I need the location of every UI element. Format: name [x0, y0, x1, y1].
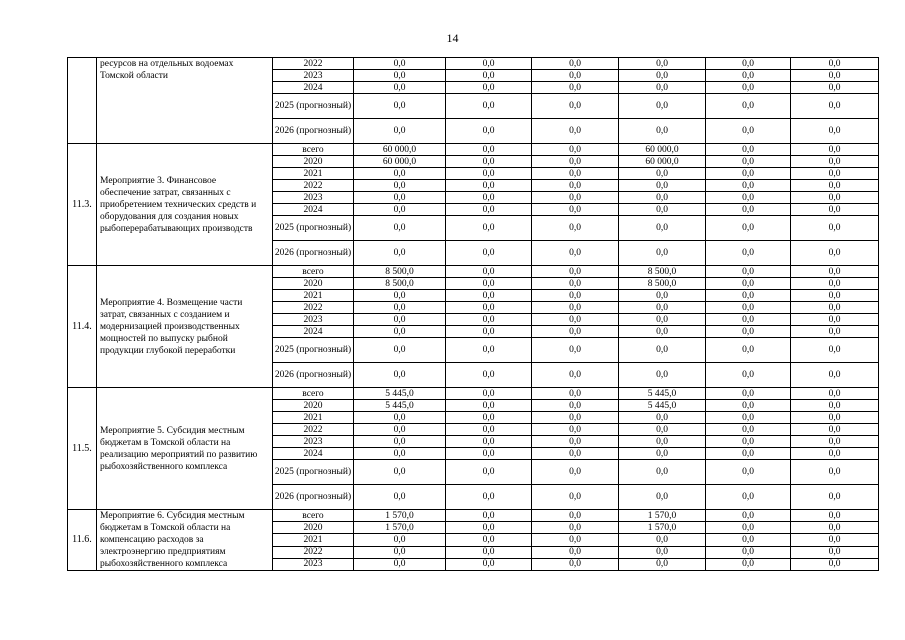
- value-cell: 0,0: [446, 546, 532, 558]
- value-cell: 0,0: [791, 510, 879, 522]
- value-cell: 0,0: [706, 326, 791, 338]
- value-cell: 0,0: [791, 460, 879, 485]
- year-cell: 2024: [273, 448, 354, 460]
- value-cell: 0,0: [619, 168, 706, 180]
- value-cell: 0,0: [532, 363, 619, 388]
- value-cell: 0,0: [619, 448, 706, 460]
- year-cell: 2026 (прогнозный): [273, 363, 354, 388]
- value-cell: 0,0: [446, 266, 532, 278]
- value-cell: 0,0: [446, 460, 532, 485]
- value-cell: 0,0: [706, 241, 791, 266]
- value-cell: 0,0: [446, 522, 532, 534]
- value-cell: 0,0: [791, 302, 879, 314]
- value-cell: 5 445,0: [619, 388, 706, 400]
- year-cell: 2024: [273, 204, 354, 216]
- value-cell: 0,0: [354, 448, 446, 460]
- budget-table: [67, 57, 879, 571]
- value-cell: 0,0: [706, 424, 791, 436]
- year-cell: 2025 (прогнозный): [273, 338, 354, 363]
- value-cell: 60 000,0: [354, 144, 446, 156]
- value-cell: 0,0: [446, 326, 532, 338]
- value-cell: 0,0: [619, 338, 706, 363]
- value-cell: 0,0: [354, 534, 446, 546]
- value-cell: 0,0: [446, 58, 532, 70]
- value-cell: 0,0: [706, 58, 791, 70]
- year-cell: всего: [273, 510, 354, 522]
- value-cell: 0,0: [619, 70, 706, 82]
- value-cell: 0,0: [446, 82, 532, 94]
- year-cell: 2022: [273, 546, 354, 558]
- value-cell: 0,0: [354, 180, 446, 192]
- year-cell: всего: [273, 144, 354, 156]
- value-cell: 0,0: [619, 192, 706, 204]
- value-cell: 0,0: [532, 338, 619, 363]
- value-cell: 0,0: [791, 400, 879, 412]
- value-cell: 0,0: [354, 216, 446, 241]
- page-number: 14: [446, 31, 459, 45]
- value-cell: 0,0: [446, 119, 532, 144]
- value-cell: 0,0: [532, 180, 619, 192]
- value-cell: 1 570,0: [619, 510, 706, 522]
- value-cell: 0,0: [446, 338, 532, 363]
- value-cell: 0,0: [532, 460, 619, 485]
- value-cell: 0,0: [532, 82, 619, 94]
- value-cell: 0,0: [619, 314, 706, 326]
- value-cell: 0,0: [446, 412, 532, 424]
- value-cell: 5 445,0: [354, 400, 446, 412]
- value-cell: 0,0: [791, 94, 879, 119]
- value-cell: 0,0: [446, 204, 532, 216]
- value-cell: 0,0: [791, 363, 879, 388]
- value-cell: 0,0: [619, 204, 706, 216]
- value-cell: 0,0: [791, 266, 879, 278]
- value-cell: 0,0: [706, 534, 791, 546]
- value-cell: 0,0: [706, 460, 791, 485]
- value-cell: 8 500,0: [354, 266, 446, 278]
- year-cell: всего: [273, 266, 354, 278]
- value-cell: 0,0: [706, 70, 791, 82]
- value-cell: 8 500,0: [619, 278, 706, 290]
- value-cell: 0,0: [446, 388, 532, 400]
- year-cell: 2022: [273, 302, 354, 314]
- value-cell: 0,0: [706, 388, 791, 400]
- year-cell: 2023: [273, 70, 354, 82]
- value-cell: 0,0: [791, 546, 879, 558]
- value-cell: 0,0: [619, 180, 706, 192]
- value-cell: 0,0: [791, 70, 879, 82]
- value-cell: 0,0: [706, 94, 791, 119]
- year-cell: 2025 (прогнозный): [273, 94, 354, 119]
- year-cell: 2020: [273, 522, 354, 534]
- value-cell: 0,0: [791, 534, 879, 546]
- value-cell: 0,0: [706, 156, 791, 168]
- value-cell: 0,0: [446, 510, 532, 522]
- year-cell: 2024: [273, 82, 354, 94]
- value-cell: 0,0: [532, 168, 619, 180]
- value-cell: 0,0: [791, 485, 879, 510]
- section-name: Мероприятие 5. Субсидия местным бюджетам в Томской области на реализацию мероприятий по развитию рыбохозяйственного комплекса: [97, 388, 273, 510]
- value-cell: 0,0: [446, 485, 532, 510]
- value-cell: 0,0: [619, 363, 706, 388]
- value-cell: 0,0: [532, 510, 619, 522]
- value-cell: 5 445,0: [354, 388, 446, 400]
- value-cell: 8 500,0: [619, 266, 706, 278]
- value-cell: 0,0: [791, 192, 879, 204]
- year-cell: 2026 (прогнозный): [273, 119, 354, 144]
- value-cell: 0,0: [446, 156, 532, 168]
- value-cell: 0,0: [532, 436, 619, 448]
- value-cell: 0,0: [532, 204, 619, 216]
- value-cell: 0,0: [532, 485, 619, 510]
- value-cell: 0,0: [791, 388, 879, 400]
- value-cell: 0,0: [706, 546, 791, 558]
- value-cell: 0,0: [791, 424, 879, 436]
- value-cell: 0,0: [446, 448, 532, 460]
- value-cell: 0,0: [791, 278, 879, 290]
- value-cell: 0,0: [446, 180, 532, 192]
- value-cell: 0,0: [532, 192, 619, 204]
- value-cell: 0,0: [354, 192, 446, 204]
- value-cell: 0,0: [532, 534, 619, 546]
- value-cell: 0,0: [619, 424, 706, 436]
- value-cell: 0,0: [354, 338, 446, 363]
- value-cell: 0,0: [706, 266, 791, 278]
- year-cell: всего: [273, 388, 354, 400]
- value-cell: 0,0: [532, 522, 619, 534]
- value-cell: 0,0: [354, 485, 446, 510]
- section-name: ресурсов на отдельных водоемах Томской области: [97, 58, 273, 144]
- section-code: 11.5.: [68, 388, 97, 510]
- value-cell: 0,0: [706, 363, 791, 388]
- table-row: [68, 510, 879, 522]
- value-cell: 0,0: [354, 412, 446, 424]
- value-cell: 0,0: [619, 460, 706, 485]
- value-cell: 0,0: [532, 216, 619, 241]
- value-cell: 0,0: [706, 412, 791, 424]
- value-cell: 0,0: [791, 204, 879, 216]
- value-cell: 0,0: [619, 241, 706, 266]
- table-row: [68, 144, 879, 156]
- year-cell: 2024: [273, 326, 354, 338]
- value-cell: 0,0: [791, 448, 879, 460]
- value-cell: 0,0: [532, 558, 619, 570]
- section-code: 11.6.: [68, 510, 97, 571]
- year-cell: 2023: [273, 558, 354, 570]
- value-cell: 0,0: [354, 460, 446, 485]
- section-name: Мероприятие 4. Возмещение части затрат, связанных с созданием и модернизацией производственных мощностей по выпуску рыбной продукции глубокой переработки: [97, 266, 273, 388]
- value-cell: 0,0: [706, 485, 791, 510]
- section-name: Мероприятие 3. Финансовое обеспечение затрат, связанных с приобретением технических средств и оборудования для создания новых рыбоперерабатывающих производств: [97, 144, 273, 266]
- section-code: [68, 58, 97, 144]
- value-cell: 0,0: [706, 180, 791, 192]
- value-cell: 0,0: [706, 290, 791, 302]
- year-cell: 2020: [273, 156, 354, 168]
- value-cell: 0,0: [619, 326, 706, 338]
- value-cell: 0,0: [446, 314, 532, 326]
- table-row: [68, 266, 879, 278]
- value-cell: 0,0: [706, 448, 791, 460]
- value-cell: 0,0: [791, 412, 879, 424]
- value-cell: 0,0: [791, 180, 879, 192]
- value-cell: 0,0: [446, 290, 532, 302]
- value-cell: 0,0: [706, 302, 791, 314]
- value-cell: 0,0: [619, 94, 706, 119]
- value-cell: 0,0: [446, 192, 532, 204]
- value-cell: 0,0: [354, 168, 446, 180]
- value-cell: 0,0: [446, 216, 532, 241]
- value-cell: 0,0: [532, 326, 619, 338]
- value-cell: 0,0: [354, 290, 446, 302]
- year-cell: 2022: [273, 180, 354, 192]
- value-cell: 0,0: [619, 302, 706, 314]
- value-cell: 0,0: [791, 144, 879, 156]
- value-cell: 0,0: [619, 412, 706, 424]
- value-cell: 0,0: [619, 558, 706, 570]
- value-cell: 0,0: [619, 534, 706, 546]
- value-cell: 0,0: [791, 338, 879, 363]
- value-cell: 0,0: [619, 546, 706, 558]
- value-cell: 0,0: [619, 216, 706, 241]
- value-cell: 0,0: [791, 558, 879, 570]
- value-cell: 0,0: [532, 388, 619, 400]
- value-cell: 0,0: [532, 241, 619, 266]
- value-cell: 0,0: [354, 558, 446, 570]
- value-cell: 0,0: [354, 302, 446, 314]
- value-cell: 0,0: [706, 510, 791, 522]
- value-cell: 0,0: [532, 290, 619, 302]
- value-cell: 0,0: [706, 216, 791, 241]
- value-cell: 0,0: [619, 290, 706, 302]
- value-cell: 0,0: [706, 144, 791, 156]
- year-cell: 2020: [273, 400, 354, 412]
- year-cell: 2021: [273, 290, 354, 302]
- value-cell: 1 570,0: [354, 510, 446, 522]
- value-cell: 0,0: [532, 400, 619, 412]
- value-cell: 0,0: [532, 278, 619, 290]
- value-cell: 0,0: [706, 192, 791, 204]
- year-cell: 2021: [273, 168, 354, 180]
- value-cell: 60 000,0: [619, 156, 706, 168]
- value-cell: 0,0: [791, 326, 879, 338]
- value-cell: 8 500,0: [354, 278, 446, 290]
- value-cell: 0,0: [446, 363, 532, 388]
- year-cell: 2021: [273, 412, 354, 424]
- value-cell: 0,0: [791, 58, 879, 70]
- value-cell: 0,0: [354, 82, 446, 94]
- value-cell: 0,0: [354, 424, 446, 436]
- table-row: [68, 58, 879, 70]
- year-cell: 2022: [273, 424, 354, 436]
- table-row: [68, 388, 879, 400]
- value-cell: 0,0: [706, 82, 791, 94]
- value-cell: 0,0: [446, 424, 532, 436]
- value-cell: 0,0: [354, 326, 446, 338]
- value-cell: 0,0: [791, 290, 879, 302]
- value-cell: 1 570,0: [619, 522, 706, 534]
- value-cell: 0,0: [532, 94, 619, 119]
- value-cell: 0,0: [354, 94, 446, 119]
- year-cell: 2025 (прогнозный): [273, 216, 354, 241]
- value-cell: 0,0: [619, 436, 706, 448]
- value-cell: 0,0: [446, 302, 532, 314]
- value-cell: 1 570,0: [354, 522, 446, 534]
- value-cell: 0,0: [706, 400, 791, 412]
- year-cell: 2026 (прогнозный): [273, 241, 354, 266]
- value-cell: 0,0: [706, 168, 791, 180]
- value-cell: 0,0: [354, 546, 446, 558]
- value-cell: 0,0: [354, 436, 446, 448]
- value-cell: 0,0: [354, 119, 446, 144]
- value-cell: 0,0: [791, 241, 879, 266]
- value-cell: 0,0: [446, 241, 532, 266]
- value-cell: 0,0: [706, 314, 791, 326]
- value-cell: 0,0: [706, 522, 791, 534]
- value-cell: 0,0: [446, 558, 532, 570]
- value-cell: 0,0: [791, 156, 879, 168]
- year-cell: 2020: [273, 278, 354, 290]
- value-cell: 0,0: [619, 82, 706, 94]
- year-cell: 2023: [273, 436, 354, 448]
- value-cell: 0,0: [354, 314, 446, 326]
- year-cell: 2021: [273, 534, 354, 546]
- value-cell: 60 000,0: [354, 156, 446, 168]
- year-cell: 2022: [273, 58, 354, 70]
- year-cell: 2026 (прогнозный): [273, 485, 354, 510]
- value-cell: 60 000,0: [619, 144, 706, 156]
- value-cell: 0,0: [532, 412, 619, 424]
- value-cell: 0,0: [446, 144, 532, 156]
- value-cell: 0,0: [619, 485, 706, 510]
- value-cell: 0,0: [791, 119, 879, 144]
- value-cell: 0,0: [791, 436, 879, 448]
- value-cell: 0,0: [446, 278, 532, 290]
- value-cell: 0,0: [354, 241, 446, 266]
- value-cell: 0,0: [791, 82, 879, 94]
- value-cell: 0,0: [532, 58, 619, 70]
- value-cell: 0,0: [446, 400, 532, 412]
- year-cell: 2025 (прогнозный): [273, 460, 354, 485]
- value-cell: 0,0: [619, 58, 706, 70]
- year-cell: 2023: [273, 192, 354, 204]
- section-code: 11.3.: [68, 144, 97, 266]
- value-cell: 0,0: [532, 546, 619, 558]
- value-cell: 0,0: [706, 278, 791, 290]
- value-cell: 0,0: [706, 558, 791, 570]
- value-cell: 0,0: [532, 119, 619, 144]
- value-cell: 0,0: [619, 119, 706, 144]
- year-cell: 2023: [273, 314, 354, 326]
- value-cell: 0,0: [446, 436, 532, 448]
- value-cell: 0,0: [532, 448, 619, 460]
- value-cell: 0,0: [446, 94, 532, 119]
- value-cell: 0,0: [446, 168, 532, 180]
- section-code: 11.4.: [68, 266, 97, 388]
- value-cell: 0,0: [532, 156, 619, 168]
- value-cell: 0,0: [532, 302, 619, 314]
- value-cell: 5 445,0: [619, 400, 706, 412]
- value-cell: 0,0: [706, 204, 791, 216]
- value-cell: 0,0: [791, 216, 879, 241]
- value-cell: 0,0: [532, 424, 619, 436]
- value-cell: 0,0: [532, 266, 619, 278]
- value-cell: 0,0: [354, 204, 446, 216]
- value-cell: 0,0: [706, 119, 791, 144]
- value-cell: 0,0: [532, 70, 619, 82]
- value-cell: 0,0: [791, 168, 879, 180]
- value-cell: 0,0: [532, 144, 619, 156]
- value-cell: 0,0: [706, 436, 791, 448]
- value-cell: 0,0: [706, 338, 791, 363]
- value-cell: 0,0: [791, 314, 879, 326]
- value-cell: 0,0: [354, 363, 446, 388]
- value-cell: 0,0: [532, 314, 619, 326]
- value-cell: 0,0: [354, 70, 446, 82]
- value-cell: 0,0: [446, 70, 532, 82]
- section-name: Мероприятие 6. Субсидия местным бюджетам в Томской области на компенсацию расходов за электроэнергию предприятиям рыбохозяйственного комплекса: [97, 510, 273, 571]
- value-cell: 0,0: [446, 534, 532, 546]
- value-cell: 0,0: [354, 58, 446, 70]
- value-cell: 0,0: [791, 522, 879, 534]
